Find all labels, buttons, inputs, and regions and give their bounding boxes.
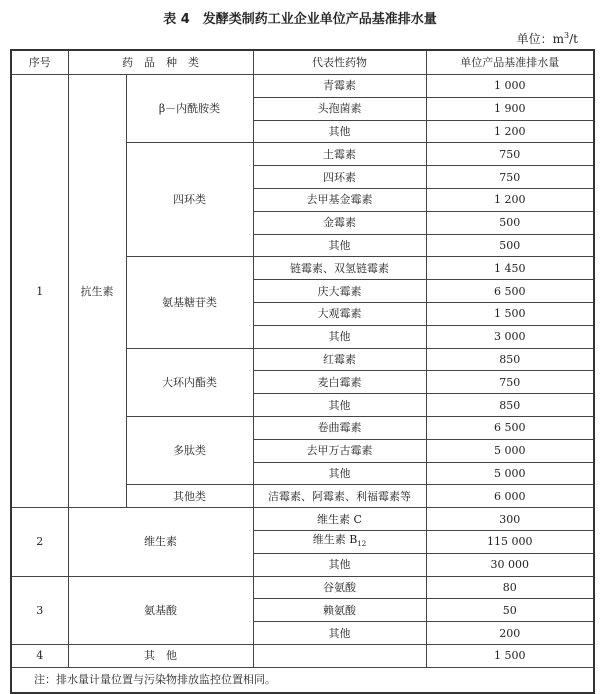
volume-cell: 750	[426, 166, 594, 189]
drug-cell: 卷曲霉素	[253, 416, 426, 439]
drug-cell: 红霉素	[253, 348, 426, 371]
drug-cell: 其他	[253, 234, 426, 257]
drug-cell: 去甲万古霉素	[253, 439, 426, 462]
volume-cell: 500	[426, 234, 594, 257]
volume-cell: 300	[426, 508, 594, 531]
volume-cell: 6 500	[426, 280, 594, 303]
drug-cell: 其他	[253, 462, 426, 485]
drug-subscript: 12	[357, 539, 367, 548]
drug-cell: 其他	[253, 553, 426, 576]
group-number: 4	[11, 644, 68, 667]
table-note: 注：排水量计量位置与污染物排放监控位置相同。	[11, 667, 594, 693]
table-title: 表 4 发酵类制药工业企业单位产品基准排水量	[163, 12, 437, 27]
drug-cell: 庆大霉素	[253, 280, 426, 303]
group-name: 其 他	[68, 644, 253, 667]
group-name: 氨基酸	[68, 576, 253, 644]
volume-cell: 80	[426, 576, 594, 599]
volume-cell: 750	[426, 143, 594, 166]
volume-cell: 1 450	[426, 257, 594, 280]
table-row	[11, 508, 594, 531]
drug-cell: 洁霉素、阿霉素、利福霉素等	[253, 485, 426, 508]
volume-cell: 3 000	[426, 325, 594, 348]
volume-cell: 30 000	[426, 553, 594, 576]
drainage-table	[10, 49, 595, 694]
subgroup-name: 四环类	[126, 143, 253, 257]
drug-cell: 四环素	[253, 166, 426, 189]
drug-name: 维生素 B	[312, 532, 358, 546]
volume-cell: 1 500	[426, 302, 594, 325]
drug-cell: 去甲基金霉素	[253, 188, 426, 211]
volume-cell: 850	[426, 348, 594, 371]
volume-cell: 1 500	[426, 644, 594, 667]
volume-cell: 500	[426, 211, 594, 234]
drug-cell: 金霉素	[253, 211, 426, 234]
table-row	[11, 644, 594, 667]
subgroup-name: β－内酰胺类	[126, 75, 253, 143]
table-row	[11, 576, 594, 599]
group-name: 抗生素	[68, 75, 126, 508]
volume-cell: 5 000	[426, 462, 594, 485]
drug-cell: 麦白霉素	[253, 371, 426, 394]
drug-cell: 大观霉素	[253, 302, 426, 325]
table-body	[11, 75, 594, 693]
unit-label: 单位：$m^3/t$	[516, 31, 578, 46]
group-number: 2	[11, 508, 68, 576]
drug-cell: 谷氨酸	[253, 576, 426, 599]
drug-cell	[253, 530, 426, 553]
header-drug: 代表性药物	[253, 50, 426, 75]
drug-cell	[253, 644, 426, 667]
volume-cell: 1 200	[426, 120, 594, 143]
header-row	[11, 50, 594, 75]
volume-cell: 5 000	[426, 439, 594, 462]
table-row	[11, 75, 594, 98]
volume-cell: 200	[426, 622, 594, 645]
subgroup-name: 其他类	[126, 485, 253, 508]
volume-cell: 1 200	[426, 188, 594, 211]
volume-cell: 6 000	[426, 485, 594, 508]
subgroup-name: 大环内酯类	[126, 348, 253, 416]
volume-cell: 1 000	[426, 75, 594, 98]
drug-cell: 其他	[253, 394, 426, 417]
header-category: 药 品 种 类	[68, 50, 253, 75]
volume-cell: 115 000	[426, 530, 594, 553]
volume-cell: 50	[426, 599, 594, 622]
subgroup-name: 氨基糖苷类	[126, 257, 253, 348]
group-number: 3	[11, 576, 68, 644]
drug-cell: 维生素 C	[253, 508, 426, 531]
drug-cell: 链霉素、双氢链霉素	[253, 257, 426, 280]
drug-cell: 其他	[253, 622, 426, 645]
volume-cell: 750	[426, 371, 594, 394]
drug-cell: 青霉素	[253, 75, 426, 98]
volume-cell: 1 900	[426, 97, 594, 120]
header-volume: 单位产品基准排水量	[426, 50, 594, 75]
volume-cell: 6 500	[426, 416, 594, 439]
drug-cell: 其他	[253, 325, 426, 348]
drug-cell: 赖氨酸	[253, 599, 426, 622]
header-no: 序号	[11, 50, 68, 75]
note-row	[11, 667, 594, 693]
volume-cell: 850	[426, 394, 594, 417]
drug-cell: 其他	[253, 120, 426, 143]
drug-cell: 头孢菌素	[253, 97, 426, 120]
drug-cell: 土霉素	[253, 143, 426, 166]
group-name: 维生素	[68, 508, 253, 576]
subgroup-name: 多肽类	[126, 416, 253, 484]
group-number: 1	[11, 75, 68, 508]
